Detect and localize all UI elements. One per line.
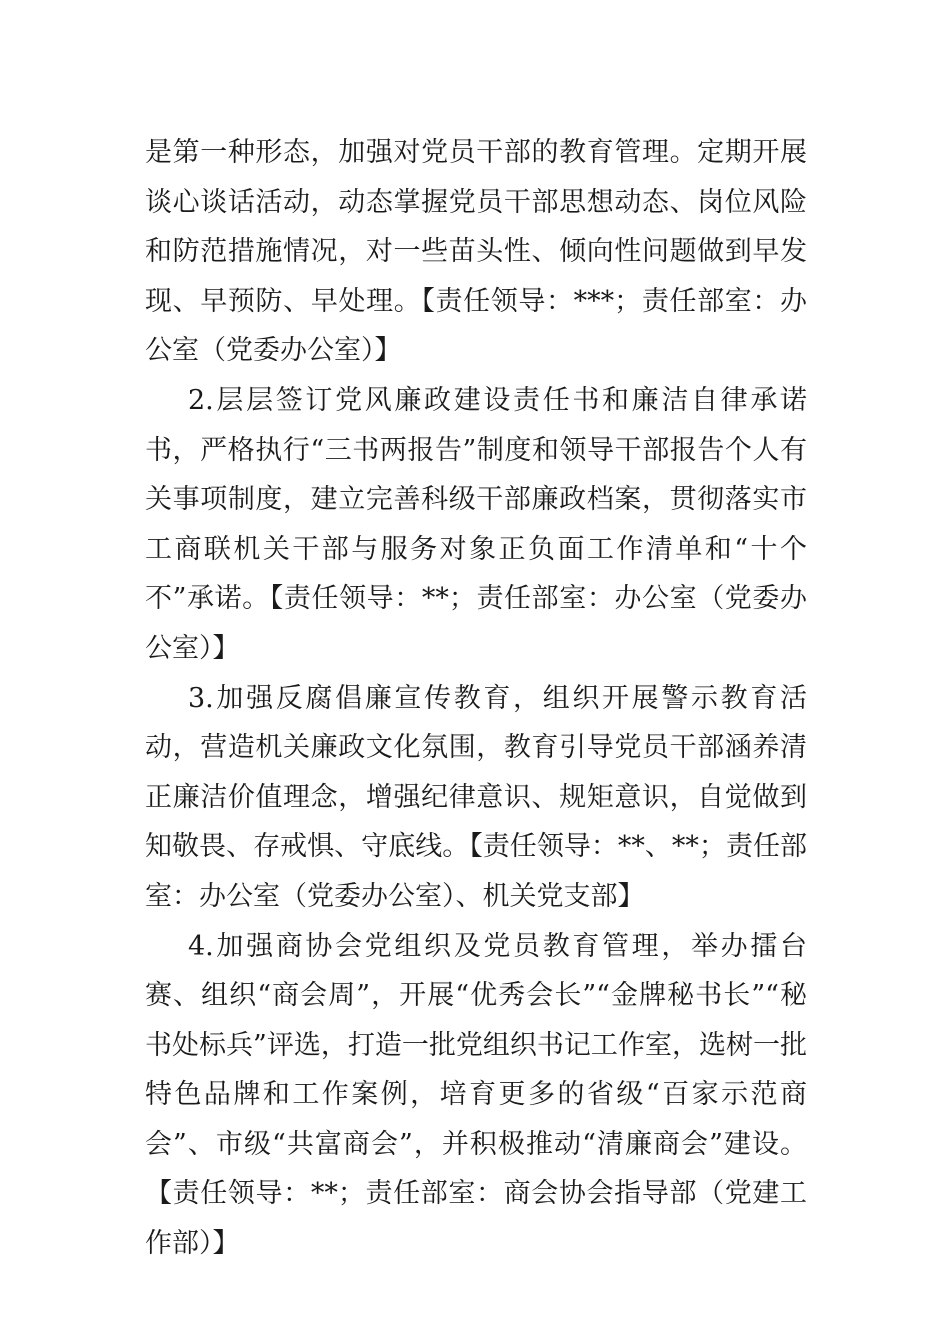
paragraph-item-2: 2.层层签订党风廉政建设责任书和廉洁自律承诺书，严格执行“三书两报告”制度和领导干部报告个人有关事项制度，建立完善科级干部廉政档案，贯彻落实市工商联机关干部与服务对象正负面工作清单和“十个不”承诺。【责任领导：**；责任部室：办公室（党委办公室）】 (145, 384, 807, 664)
paragraph-continued: 是第一种形态，加强对党员干部的教育管理。定期开展谈心谈话活动，动态掌握党员干部思想动态、岗位风险和防范措施情况，对一些苗头性、倾向性问题做到早发现、早预防、早处理。【责任领导：***；责任部室：办公室（党委办公室）】 (145, 137, 807, 367)
paragraph-item-4: 4.加强商协会党组织及党员教育管理，举办擂台赛、组织“商会周”，开展“优秀会长”“金牌秘书长”“秘书处标兵”评选，打造一批党组织书记工作室，选树一批特色品牌和工作案例，培育更多的省级“百家示范商会”、市级“共富商会”，并积极推动“清廉商会”建设。【责任领导：**；责任部室：商会协会指导部（党建工作部）】 (145, 930, 807, 1260)
paragraph-item-3: 3.加强反腐倡廉宣传教育，组织开展警示教育活动，营造机关廉政文化氛围，教育引导党员干部涵养清正廉洁价值理念，增强纪律意识、规矩意识，自觉做到知敬畏、存戒惧、守底线。【责任领导：**、**；责任部室：办公室（党委办公室）、机关党支部】 (145, 682, 807, 912)
document-body (145, 128, 807, 1269)
